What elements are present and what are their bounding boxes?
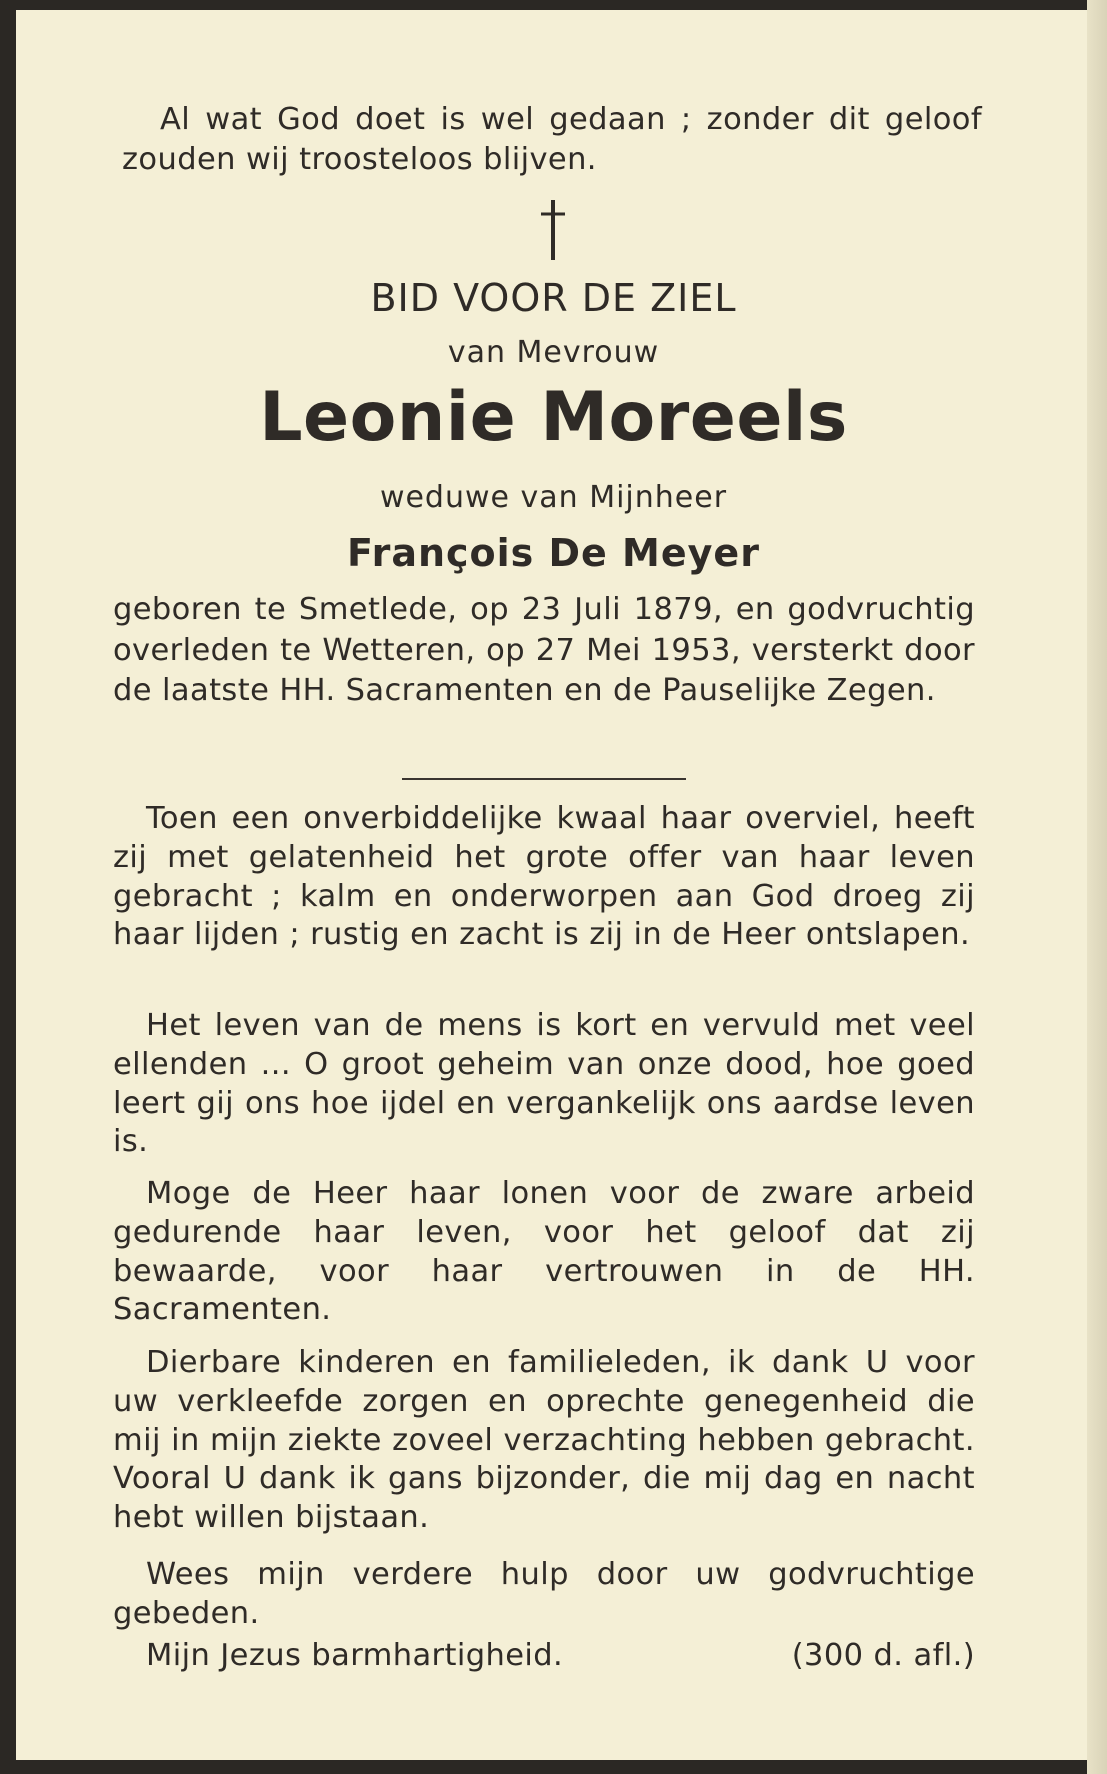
paragraph-5: Wees mijn verdere hulp door uw godvruchtige gebeden. <box>113 1557 975 1631</box>
paragraph-1: Toen een onverbiddelijke kwaal haar overviel, heeft zij met gelatenheid het grote offer van haar leven gebracht ; kalm en onderworpen aan God droeg zij haar lijden ; rustig en zacht is zij in de Heer ontslapen. <box>113 801 975 953</box>
paragraph-2: Het leven van de mens is kort en vervuld met veel ellenden ... O groot geheim van onze dood, hoe goed leert gij ons hoe ijdel en vergankelijk ons aardse leven is. <box>113 1008 975 1160</box>
card-edge <box>1087 0 1107 1774</box>
closing-prayer: Mijn Jezus barmhartigheid. <box>146 1638 564 1673</box>
paragraph-3: Moge de Heer haar lonen voor de zware arbeid gedurende haar leven, voor het geloof dat zij bewaarde, voor haar vertrouwen in de HH. Sacramenten. <box>113 1176 975 1328</box>
divider <box>402 778 686 780</box>
salutation: van Mevrouw <box>447 335 660 370</box>
deceased-name: Leonie Moreels <box>259 378 848 457</box>
cross-icon <box>537 198 569 262</box>
husband-name: François De Meyer <box>347 531 760 575</box>
closing-row <box>113 1638 975 1678</box>
card-title: BID VOOR DE ZIEL <box>370 276 737 320</box>
motto: Al wat God doet is wel gedaan ; zonder dit geloof zouden wij troosteloos blijven. <box>122 102 982 177</box>
widow-of-label: weduwe van Mijnheer <box>379 480 728 515</box>
indulgence-note: (300 d. afl.) <box>791 1638 975 1673</box>
biography: geboren te Smetlede, op 23 Juli 1879, en godvruchtig overleden te Wetteren, op 27 Mei 1953, versterkt door de laatste HH. Sacramenten en de Pauselijke Zegen. <box>113 592 975 708</box>
paragraph-4: Dierbare kinderen en familieleden, ik dank U voor uw verkleefde zorgen en oprechte genegenheid die mij in mijn ziekte zoveel verzachting hebben gebracht. Vooral U dank ik gans bijzonder, die mij dag en nacht hebt willen bijstaan. <box>113 1345 975 1536</box>
